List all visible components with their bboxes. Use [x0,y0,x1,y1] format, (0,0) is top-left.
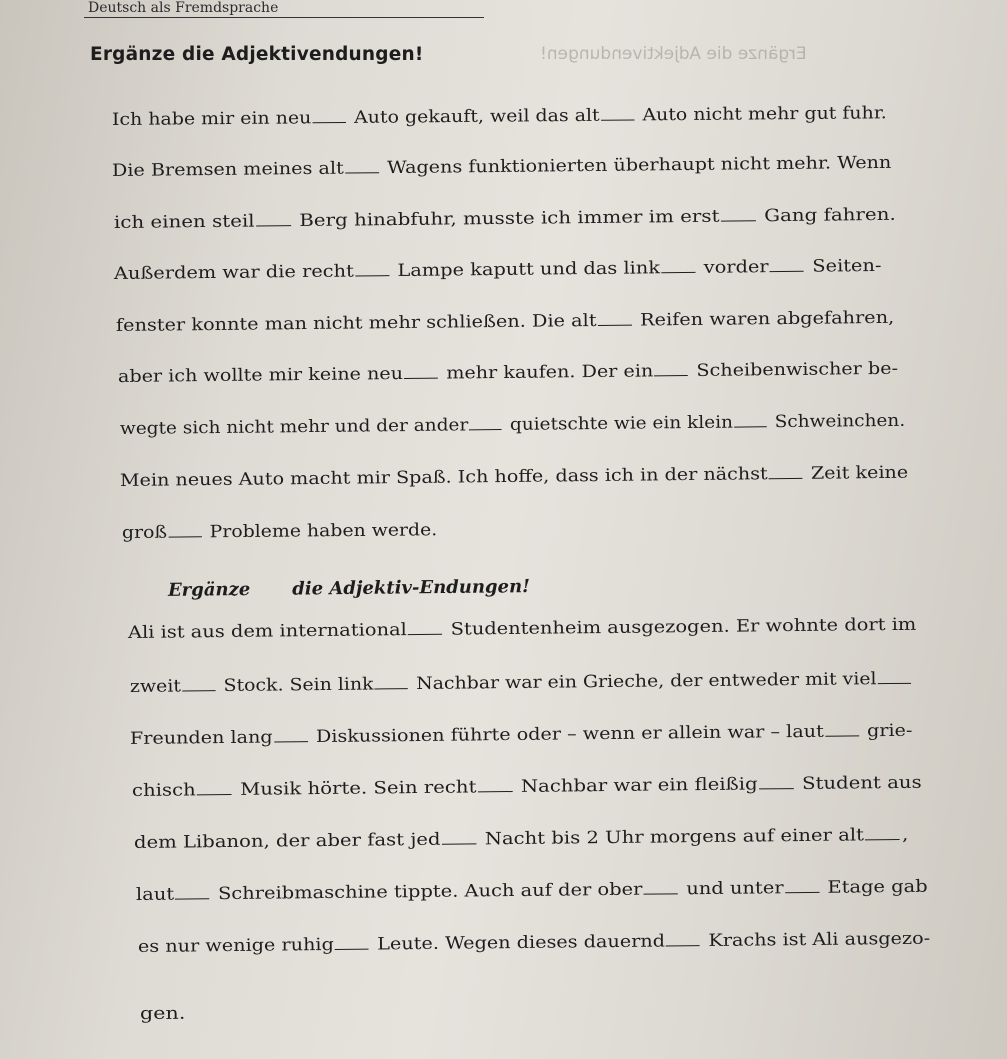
line-text: Ali ist aus dem international [127,620,407,643]
line-text: Schweinchen. [768,410,906,433]
line-text: Scheibenwischer be- [690,358,899,382]
answer-blank[interactable] [375,673,408,689]
line-text: Studentenheim ausgezogen. Er wohnte dort im [444,614,917,640]
line-text: Diskussionen führte oder – wenn er allein war – laut [309,721,824,748]
line-text: Mein neues Auto macht mir Spaß. Ich hoffe, dass ich in der nächst [119,464,768,491]
answer-blank[interactable] [442,828,477,844]
line-text: Probleme haben werde. [203,520,438,543]
answer-blank[interactable] [274,726,308,742]
text-line [112,102,887,131]
text-line [118,358,898,388]
text-line [140,1003,186,1025]
answer-blank[interactable] [825,720,859,736]
answer-blank[interactable] [666,930,700,946]
answer-blank[interactable] [878,668,911,684]
answer-blank[interactable] [601,104,635,120]
text-line [116,307,894,337]
text-line [122,519,437,544]
text-line [120,462,908,492]
text-line [120,410,905,440]
header-rule [84,17,484,18]
line-text: und unter [680,878,784,900]
line-text: Wagens funktionierten überhaupt nicht mehr. Wenn [380,152,892,179]
line-text: gen. [139,1003,186,1024]
line-text: Gang fahren. [757,204,896,227]
line-text: Zeit keine [804,462,909,484]
line-text: dem Libanon, der aber fast jed [133,829,441,853]
answer-blank[interactable] [345,157,379,173]
answer-blank[interactable] [759,773,794,789]
line-text: Außerdem war die recht [113,261,354,284]
text-line [136,876,928,906]
line-text: mehr kaufen. Der ein [440,361,654,384]
answer-blank[interactable] [182,675,215,691]
line-text: Nachbar war ein fleißig [514,774,758,797]
answer-blank[interactable] [865,824,900,840]
line-text: Nacht bis 2 Uhr morgens auf einer alt [478,825,865,850]
answer-blank[interactable] [770,256,804,272]
answer-blank[interactable] [478,776,513,792]
exercise2-title [168,576,530,601]
answer-blank[interactable] [312,107,346,123]
line-text: Die Bremsen meines alt [111,158,344,181]
line-text: Auto gekauft, weil das alt [347,105,600,128]
line-text: Etage gab [821,876,928,898]
answer-blank[interactable] [404,363,438,379]
line-text: Schreibmaschine tippte. Auch auf der ober [211,879,643,905]
answer-blank[interactable] [168,521,201,537]
line-text: grie- [860,720,913,742]
bleed-through-text: Ergänze die Adjektivendungen! [540,44,807,64]
line-text: Auto nicht mehr gut fuhr. [636,103,887,126]
line-text: Freunden lang [129,727,273,749]
answer-blank[interactable] [598,310,632,326]
text-line [112,152,892,182]
answer-blank[interactable] [355,260,389,276]
line-text: Student aus [795,772,922,795]
line-text: Berg hinabfuhr, musste ich immer im erst [292,206,720,232]
text-line [128,614,917,644]
text-line [138,928,930,958]
line-text: , [901,824,909,845]
text-line [134,824,909,854]
answer-blank[interactable] [769,463,803,479]
line-text: es nur wenige ruhig [137,934,334,957]
text-line [114,255,882,285]
exercise1-title: Ergänze die Adjektivendungen! [90,44,424,65]
line-text: Reifen waren abgefahren, [633,307,895,331]
line-text: Leute. Wegen dieses dauernd [371,931,666,955]
line-text: Ich habe mir ein neu [111,108,312,130]
answer-blank[interactable] [335,934,369,950]
line-text: Krachs ist Ali ausgezo- [702,928,931,952]
exercise2-title-rest: die Adjektiv-Endungen! [292,576,531,600]
answer-blank[interactable] [661,257,695,273]
answer-blank[interactable] [734,411,767,427]
exercise2-title-word1: Ergänze [167,579,251,601]
line-text: zweit [129,676,182,697]
line-text: groß [121,522,168,543]
text-line [130,668,913,698]
line-text: quietschte wie ein klein [504,412,734,435]
answer-blank[interactable] [785,877,819,893]
line-text: vorder [697,257,769,278]
answer-blank[interactable] [408,619,442,635]
line-text: fenster konnte man nicht mehr schließen. Die alt [115,310,597,336]
answer-blank[interactable] [643,878,677,894]
answer-blank[interactable] [256,210,291,226]
text-line [132,772,922,802]
answer-blank[interactable] [469,414,502,430]
answer-blank[interactable] [197,779,232,795]
text-line [130,720,913,750]
answer-blank[interactable] [721,205,756,221]
line-text: chisch [131,780,196,801]
line-text: Seiten- [806,255,882,277]
line-text: Musik hörte. Sein recht [233,777,477,800]
answer-blank[interactable] [654,360,688,376]
line-text: Lampe kaputt und das link [391,258,661,282]
line-text: Nachbar war ein Grieche, der entweder mit viel [410,669,877,695]
line-text: aber ich wollte mir keine neu [117,364,404,387]
course-header: Deutsch als Fremdsprache [88,0,279,16]
line-text: wegte sich nicht mehr und der ander [119,415,469,439]
answer-blank[interactable] [175,883,209,899]
text-line [114,204,896,234]
line-text: laut [135,884,175,905]
line-text: ich einen steil [113,211,255,233]
line-text: Stock. Sein link [217,674,374,697]
